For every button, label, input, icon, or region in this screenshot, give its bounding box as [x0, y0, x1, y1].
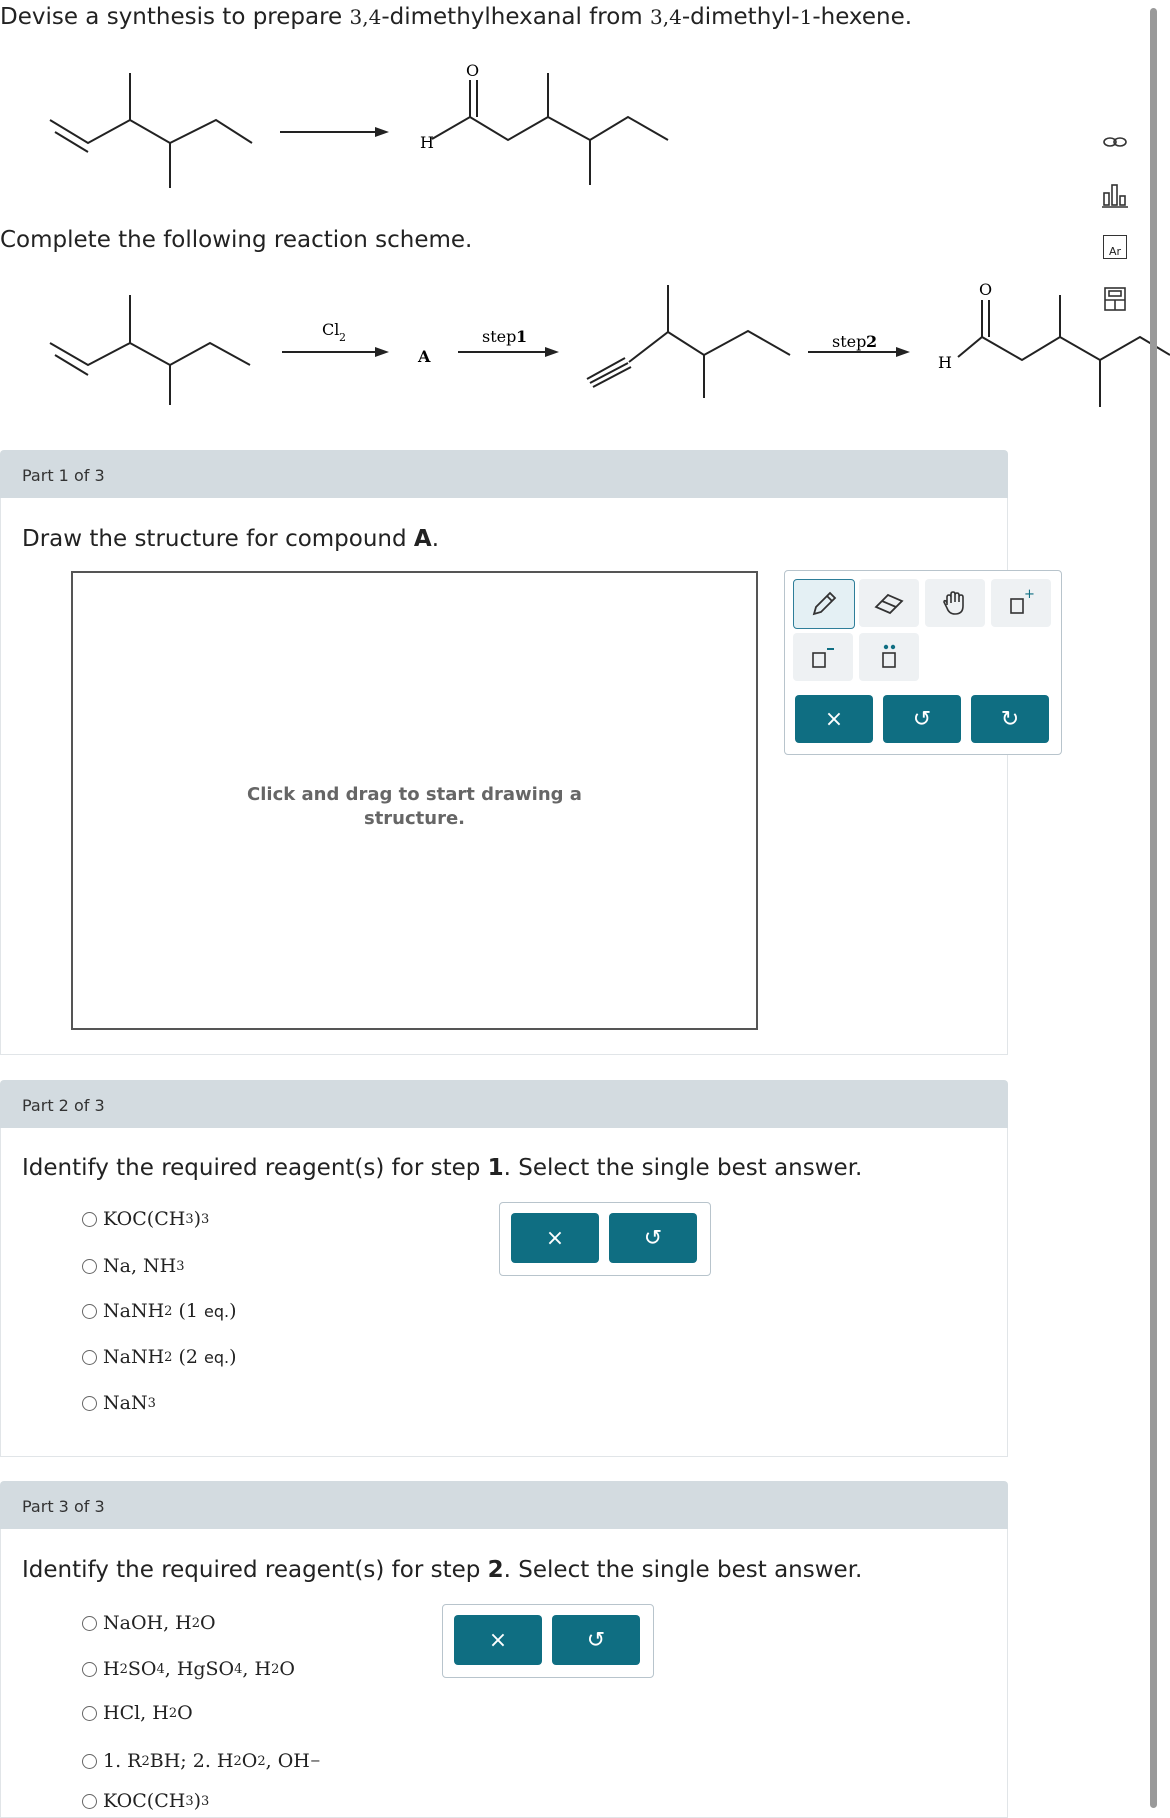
radio[interactable] [82, 1350, 97, 1365]
svg-text:2: 2 [866, 332, 878, 351]
link-icon[interactable] [1097, 124, 1133, 160]
calculator-icon[interactable] [1097, 281, 1133, 317]
chart-icon[interactable] [1097, 177, 1133, 213]
clear-button[interactable]: × [795, 695, 873, 743]
option-nan3[interactable]: NaN 3 [82, 1392, 156, 1414]
periodic-table-icon[interactable] [1097, 229, 1133, 265]
option-h2so4-hgso4-h2o[interactable]: H 2 SO 4 , HgSO 4 , H 2 O [82, 1658, 295, 1680]
svg-text:O: O [979, 280, 993, 299]
option-koc-ch3-3[interactable]: KOC(CH 3 ) 3 [82, 1208, 209, 1230]
svg-text:2: 2 [339, 331, 346, 344]
hand-icon[interactable] [925, 579, 985, 627]
radio[interactable] [82, 1616, 97, 1631]
product-aldehyde-skeleton [432, 117, 668, 140]
reaction-scheme [0, 275, 1170, 415]
radio[interactable] [82, 1212, 97, 1227]
drawing-canvas[interactable] [71, 571, 758, 1030]
intermediate-a-label: A [418, 347, 431, 366]
part2-clear-button[interactable]: × [511, 1213, 599, 1263]
radio[interactable] [82, 1754, 97, 1769]
ar-label: Ar [1103, 235, 1127, 259]
option-koc-ch3-3-b[interactable]: KOC(CH 3 ) 3 [82, 1790, 209, 1812]
overall-transformation [0, 55, 700, 195]
lone-pair-icon[interactable] [859, 633, 919, 681]
svg-text:H: H [938, 353, 952, 372]
undo-button[interactable]: ↺ [883, 695, 961, 743]
part1-header: Part 1 of 3 [0, 450, 1008, 498]
part3-undo-button[interactable]: ↺ [552, 1615, 640, 1665]
option-na-nh3[interactable]: Na, NH 3 [82, 1255, 185, 1277]
part3-button-group [442, 1604, 654, 1678]
negative-charge-icon[interactable] [793, 633, 853, 681]
redo-button[interactable]: ↻ [971, 695, 1049, 743]
scheme-title: Complete the following reaction scheme. [0, 227, 473, 253]
part2-undo-button[interactable]: ↺ [609, 1213, 697, 1263]
step2-label: step [832, 332, 867, 351]
part3-header: Part 3 of 3 [0, 1481, 1008, 1529]
option-nanh2-1eq[interactable]: NaNH 2 (1 eq. ) [82, 1300, 237, 1322]
start-alkene-skeleton [50, 120, 252, 143]
scrollbar[interactable] [1150, 8, 1157, 1808]
part2-button-group [499, 1202, 711, 1276]
radio[interactable] [82, 1259, 97, 1274]
part3-prompt: Identify the required reagent(s) for step 2. Select the single best answer. [22, 1557, 863, 1583]
step1-label: step [482, 327, 517, 346]
radio[interactable] [82, 1794, 97, 1809]
reagent-cl2: Cl [322, 320, 340, 339]
question-title: Devise a synthesis to prepare 3,4-dimethylhexanal from 3,4-dimethyl-1-hexene. [0, 4, 913, 30]
eraser-icon[interactable] [859, 579, 919, 627]
radio[interactable] [82, 1396, 97, 1411]
part3-clear-button[interactable]: × [454, 1615, 542, 1665]
option-naoh-h2o[interactable]: NaOH, H 2 O [82, 1612, 216, 1634]
part2-header: Part 2 of 3 [0, 1080, 1008, 1128]
option-hydroboration[interactable]: 1. R 2 BH; 2. H 2 O 2 , OH − [82, 1750, 321, 1772]
part2-prompt: Identify the required reagent(s) for step 1. Select the single best answer. [22, 1155, 863, 1181]
part1-prompt: Draw the structure for compound A. [22, 526, 440, 552]
svg-text:1: 1 [516, 327, 528, 346]
svg-text:+: + [1024, 587, 1035, 602]
radio[interactable] [82, 1662, 97, 1677]
radio[interactable] [82, 1304, 97, 1319]
canvas-hint: Click and drag to start drawing a structure. [247, 784, 582, 829]
drawing-toolbar [784, 570, 1062, 755]
oxygen-label: O [466, 61, 480, 80]
hydrogen-label: H [420, 133, 434, 152]
option-hcl-h2o[interactable]: HCl, H 2 O [82, 1702, 193, 1724]
pencil-icon[interactable] [793, 579, 855, 629]
positive-charge-icon[interactable] [991, 579, 1051, 627]
option-nanh2-2eq[interactable]: NaNH 2 (2 eq. ) [82, 1346, 237, 1368]
radio[interactable] [82, 1706, 97, 1721]
